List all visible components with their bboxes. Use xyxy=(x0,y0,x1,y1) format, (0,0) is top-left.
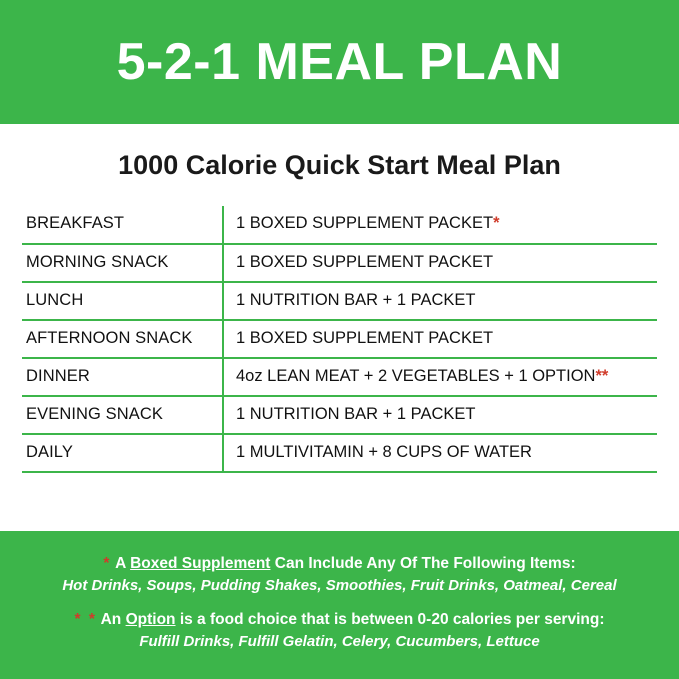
meal-label: AFTERNOON SNACK xyxy=(22,320,223,358)
meal-value xyxy=(223,206,657,244)
meal-table xyxy=(22,206,657,473)
table-row xyxy=(22,358,657,396)
meal-value-text: 1 NUTRITION BAR + 1 PACKET xyxy=(236,290,476,309)
footnote-two-lead: An xyxy=(100,611,126,628)
footnote-two-items: Fulfill Drinks, Fulfill Gelatin, Celery, Cucumbers, Lettuce xyxy=(139,633,540,651)
meal-value-text: 1 NUTRITION BAR + 1 PACKET xyxy=(236,404,476,423)
header-banner xyxy=(0,0,679,124)
meal-label: EVENING SNACK xyxy=(22,396,223,434)
footnote-marker: * xyxy=(493,214,500,232)
meal-value-text: 1 BOXED SUPPLEMENT PACKET xyxy=(236,328,494,347)
meal-value xyxy=(223,358,657,396)
footnote-two-heading xyxy=(75,610,605,629)
footnote-marker: ** xyxy=(595,366,609,385)
footnote-one-items: Hot Drinks, Soups, Pudding Shakes, Smoothies, Fruit Drinks, Oatmeal, Cereal xyxy=(62,577,617,595)
footnote-one-tail: Can Include Any Of The Following Items: xyxy=(270,554,576,572)
meal-value xyxy=(223,244,657,282)
footnote-one-heading xyxy=(103,554,575,573)
meal-label: DAILY xyxy=(22,434,223,472)
footnote-one-marker: * xyxy=(103,554,112,572)
meal-label: LUNCH xyxy=(22,282,223,320)
meal-value-text: 1 BOXED SUPPLEMENT PACKET xyxy=(236,252,494,271)
meal-value-text: 1 MULTIVITAMIN + 8 CUPS OF WATER xyxy=(236,442,532,461)
meal-label: DINNER xyxy=(22,358,223,396)
meal-value-text: 4oz LEAN MEAT + 2 VEGETABLES + 1 OPTION xyxy=(236,366,596,385)
footnote-two-term: Option xyxy=(125,611,176,628)
table-row xyxy=(22,244,657,282)
table-row xyxy=(22,434,657,472)
meal-table-container xyxy=(0,206,679,473)
footnote-one-term: Boxed Supplement xyxy=(130,554,271,572)
table-row xyxy=(22,396,657,434)
table-row xyxy=(22,206,657,244)
meal-value xyxy=(223,434,657,472)
footnote-two-tail: is a food choice that is between 0-20 calories per serving: xyxy=(175,611,605,628)
meal-value xyxy=(223,396,657,434)
footnotes-banner xyxy=(0,531,679,679)
subtitle-container xyxy=(0,124,679,206)
meal-value xyxy=(223,320,657,358)
meal-label: BREAKFAST xyxy=(22,206,223,244)
table-row xyxy=(22,320,657,358)
page-title: 5-2-1 MEAL PLAN xyxy=(116,33,563,91)
footnote-one-lead: A xyxy=(115,554,131,572)
meal-value xyxy=(223,282,657,320)
footnote-two-marker: * * xyxy=(74,611,97,628)
meal-label: MORNING SNACK xyxy=(22,244,223,282)
meal-value-text: 1 BOXED SUPPLEMENT PACKET xyxy=(236,214,494,232)
page-subtitle: 1000 Calorie Quick Start Meal Plan xyxy=(118,149,561,180)
table-row xyxy=(22,282,657,320)
